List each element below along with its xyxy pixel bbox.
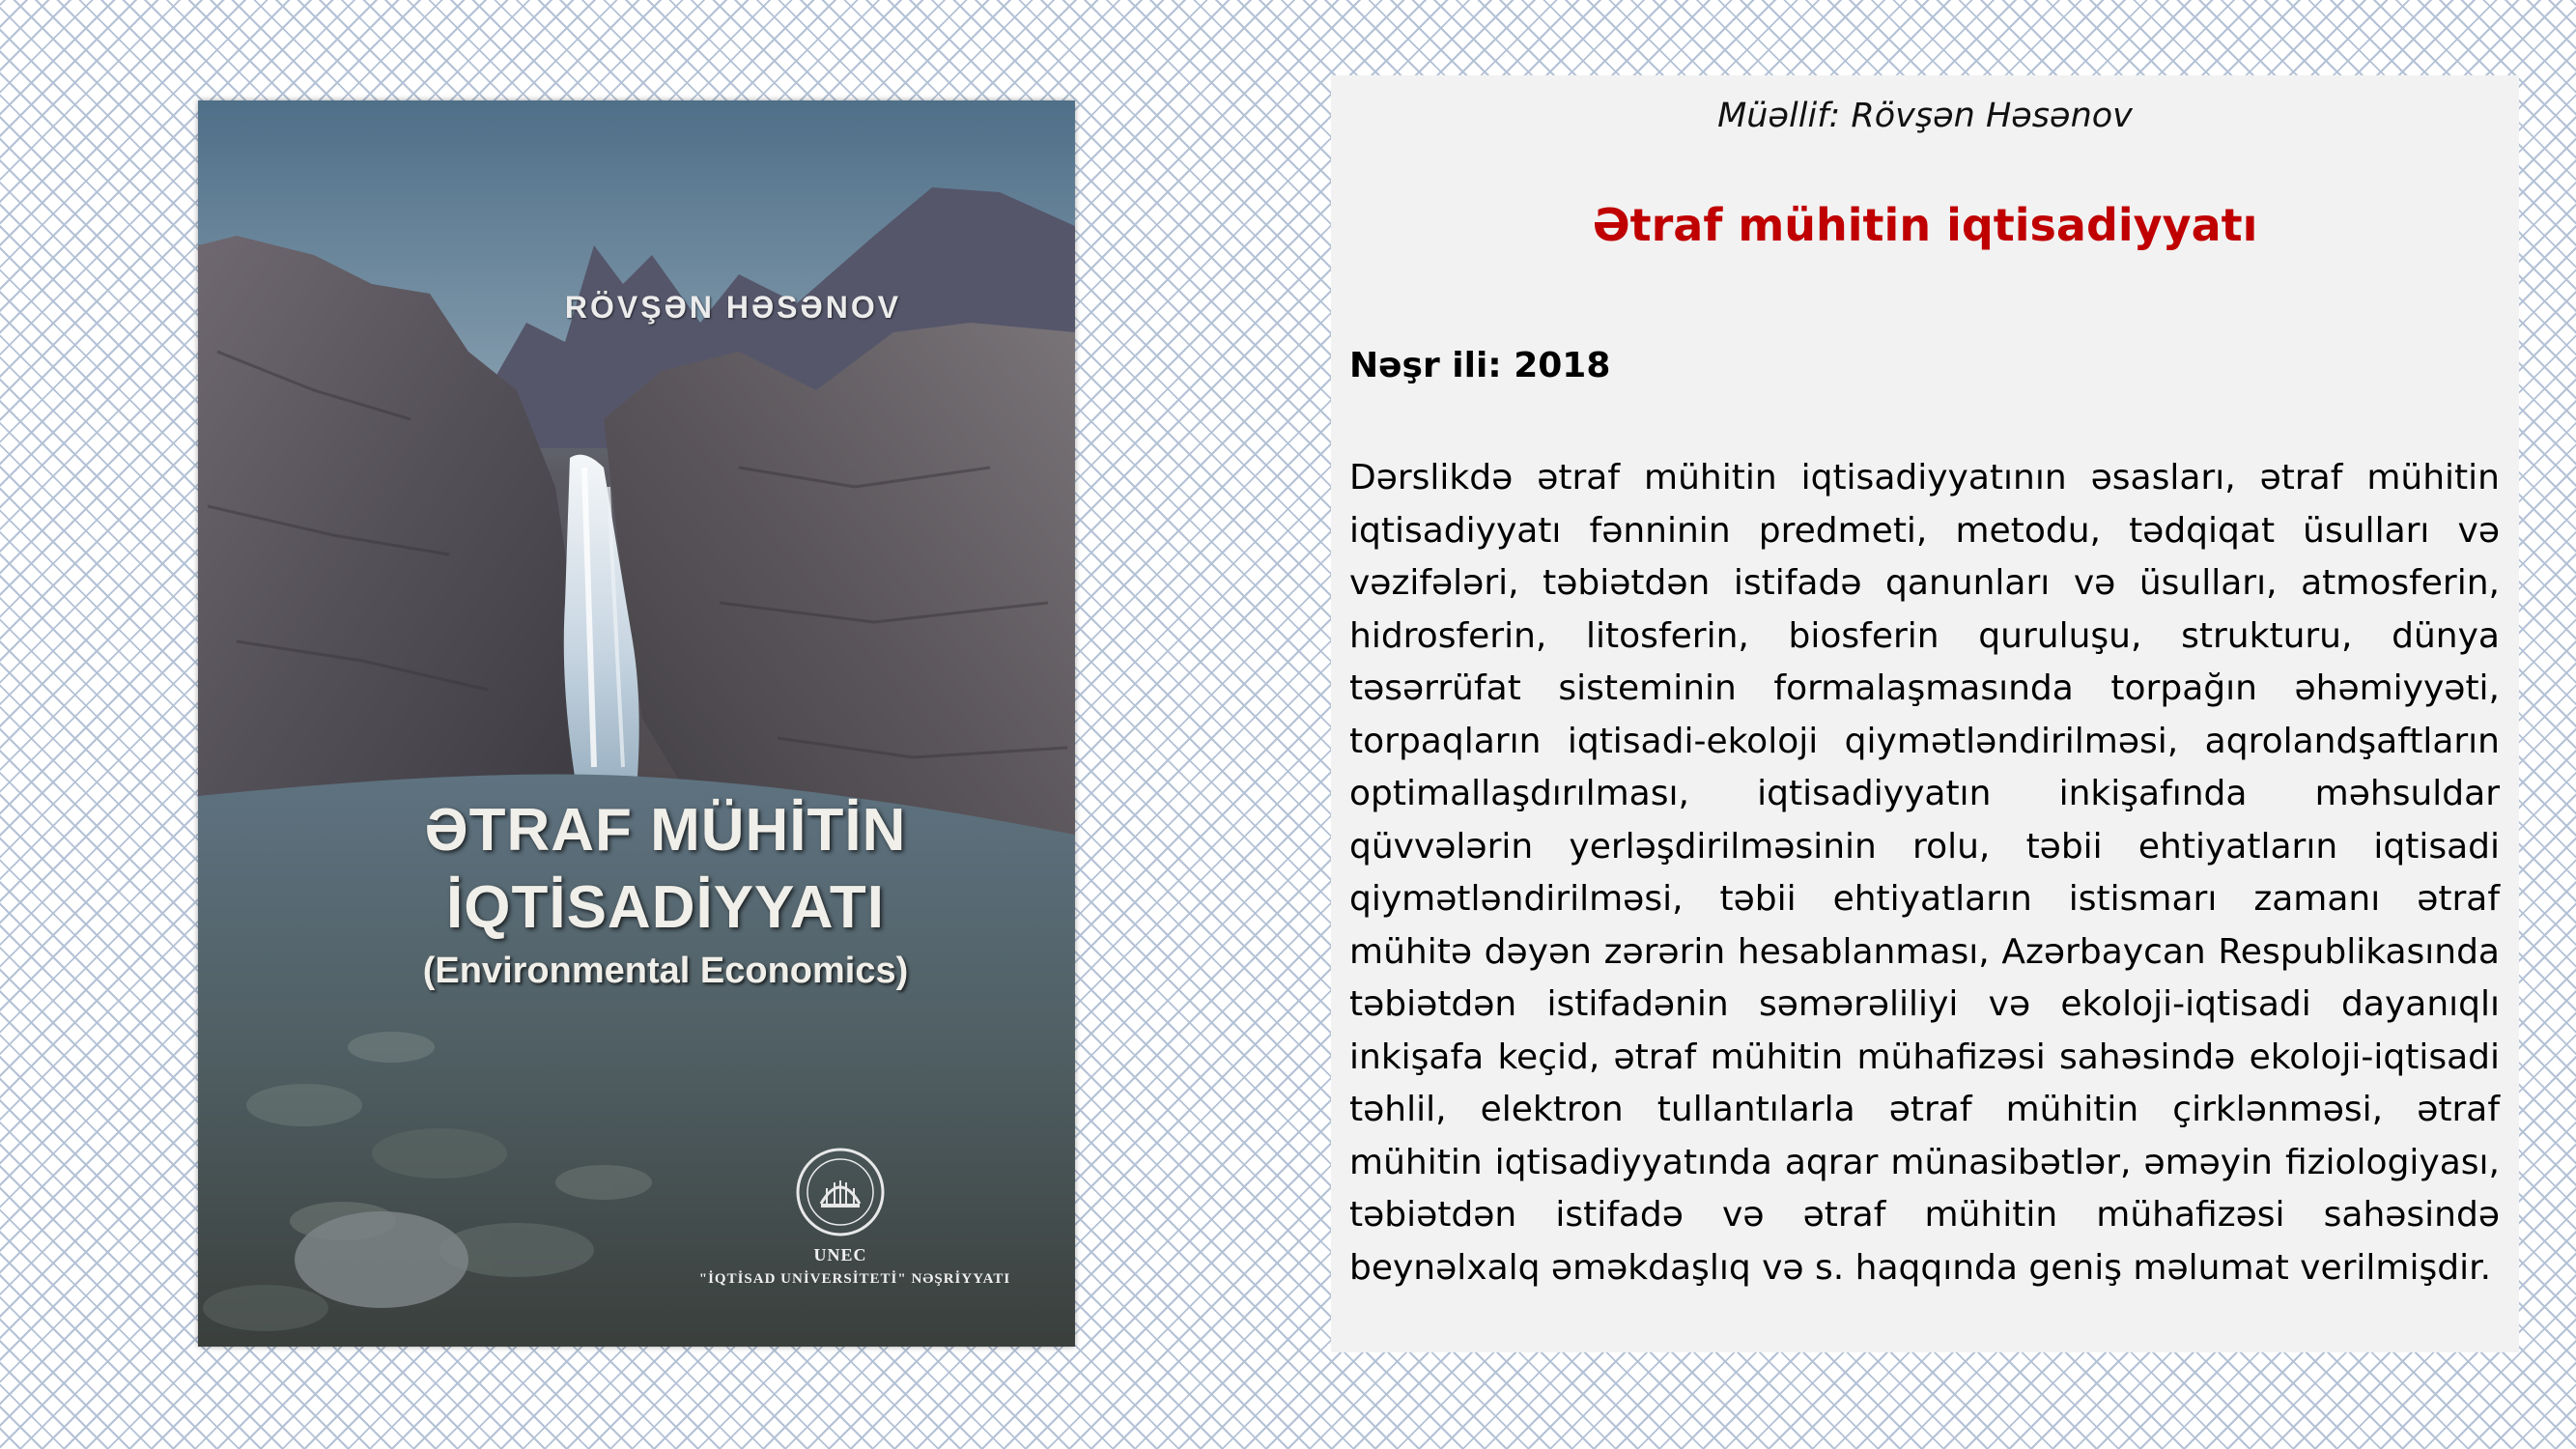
- cover-publisher-full: "İQTİSAD UNİVERSİTETİ" NƏŞRİYYATI: [698, 1271, 1011, 1287]
- university-emblem-icon: [792, 1144, 889, 1240]
- publication-year: Nəşr ili: 2018: [1349, 346, 1611, 385]
- cover-subtitle: (Environmental Economics): [422, 951, 909, 991]
- book-cover-image: [198, 100, 1075, 1347]
- cover-title-line1: ƏTRAF MÜHİTİN: [424, 797, 907, 864]
- cover-publisher-name: UNEC: [813, 1245, 867, 1264]
- book-info-panel: [1331, 75, 2519, 1352]
- cover-author-name: RÖVŞƏN HƏSƏNOV: [564, 290, 902, 325]
- author-line: Müəllif: Rövşən Həsənov: [1717, 97, 2133, 135]
- book-title: Ətraf mühitin iqtisadiyyatı: [1592, 199, 2258, 251]
- book-description: Dərslikdə ətraf mühitin iqtisadiyyatının əsasları, ətraf mühitin iqtisadiyyatı fənninin predmeti, metodu, tədqiqat üsulları və vəzifələri, təbiətdən istifadə qanunları və üsulları, atmosferin, hidrosferin, litosferin, biosferin quruluşu, strukturu, dünya təsərrüfat sisteminin formalaşmasında torpağın əhəmiyyəti, torpaqların iqtisadi-ekoloji qiymətləndirilməsi, aqrolandşaftların optimallaşdırılması, iqtisadiyyatın inkişafında məhsuldar qüvvələrin yerləşdirilməsinin rolu, təbii ehtiyatların iqtisadi qiymətləndirilməsi, təbii ehtiyatların istismarı zamanı ətraf mühitə dəyən zərərin hesablanması, Azərbaycan Respublikasında təbiətdən istifadənin səmərəliliyi və ekoloji-iqtisadi dayanıqlı inkişafa keçid, ətraf mühitin mühafizəsi sahəsində ekoloji-iqtisadi təhlil, elektron tullantılarla ətraf mühitin çirklənməsi, ətraf mühitin iqtisadiyyatında aqrar münasibətlər, əməyin fiziologiyası, təbiətdən istifadə və ətraf mühitin mühafizəsi sahəsində beynəlxalq əməkdaşlıq və s. haqqında geniş məlumat verilmişdir.: [1349, 458, 2500, 1288]
- waterfall-landscape-illustration: [198, 100, 1075, 1347]
- cover-title-line2: İQTİSADİYYATI: [446, 874, 885, 941]
